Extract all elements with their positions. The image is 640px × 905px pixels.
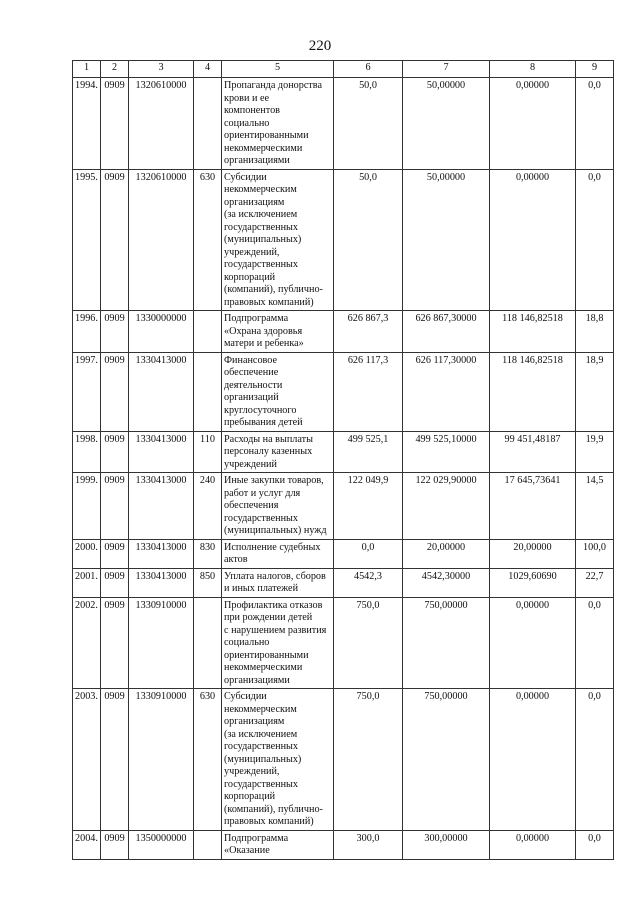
header-row (73, 61, 614, 78)
row-number: 1996. (73, 311, 101, 353)
planned-amount: 50,0 (334, 169, 403, 311)
column-header-7: 7 (403, 61, 490, 78)
refined-amount: 626 867,30000 (403, 311, 490, 353)
column-header-4: 4 (194, 61, 222, 78)
item-name: Подпрограмма «Охрана здоровья матери и ребенка» (222, 311, 334, 353)
refined-amount: 300,00000 (403, 830, 490, 859)
expense-type (194, 78, 222, 170)
expense-type: 630 (194, 689, 222, 831)
planned-amount: 750,0 (334, 597, 403, 689)
row-number: 2001. (73, 568, 101, 597)
section-code: 0909 (101, 597, 129, 689)
execution-percent: 0,0 (576, 830, 614, 859)
target-code: 1330910000 (129, 689, 194, 831)
executed-amount: 0,00000 (490, 78, 576, 170)
refined-amount: 4542,30000 (403, 568, 490, 597)
execution-percent: 22,7 (576, 568, 614, 597)
refined-amount: 20,00000 (403, 539, 490, 568)
target-code: 1330413000 (129, 431, 194, 473)
target-code: 1330000000 (129, 311, 194, 353)
executed-amount: 0,00000 (490, 830, 576, 859)
row-number: 1997. (73, 352, 101, 431)
table-body (73, 78, 614, 860)
table-row (73, 689, 614, 831)
planned-amount: 300,0 (334, 830, 403, 859)
item-name: Исполнение судебных актов (222, 539, 334, 568)
executed-amount: 0,00000 (490, 169, 576, 311)
planned-amount: 50,0 (334, 78, 403, 170)
section-code: 0909 (101, 689, 129, 831)
expense-type: 240 (194, 473, 222, 540)
row-number: 2004. (73, 830, 101, 859)
refined-amount: 50,00000 (403, 169, 490, 311)
table-row (73, 597, 614, 689)
section-code: 0909 (101, 539, 129, 568)
execution-percent: 18,8 (576, 311, 614, 353)
executed-amount: 99 451,48187 (490, 431, 576, 473)
table-row (73, 830, 614, 859)
refined-amount: 50,00000 (403, 78, 490, 170)
expense-type (194, 830, 222, 859)
target-code: 1330910000 (129, 597, 194, 689)
item-name: Субсидии некоммерческим организациям (за исключением государственных (муниципальных) учреждений, государственных корпораций (компаний), публично- правовых компаний) (222, 689, 334, 831)
item-name: Субсидии некоммерческим организациям (за исключением государственных (муниципальных) учреждений, государственных корпораций (компаний), публично- правовых компаний) (222, 169, 334, 311)
target-code: 1330413000 (129, 568, 194, 597)
target-code: 1330413000 (129, 539, 194, 568)
planned-amount: 626 867,3 (334, 311, 403, 353)
execution-percent: 14,5 (576, 473, 614, 540)
execution-percent: 0,0 (576, 78, 614, 170)
execution-percent: 0,0 (576, 597, 614, 689)
column-header-2: 2 (101, 61, 129, 78)
expense-type: 830 (194, 539, 222, 568)
page-number: 220 (308, 38, 332, 54)
item-name: Иные закупки товаров, работ и услуг для обеспечения государственных (муниципальных) нужд (222, 473, 334, 540)
row-number: 1999. (73, 473, 101, 540)
table-row (73, 352, 614, 431)
planned-amount: 750,0 (334, 689, 403, 831)
section-code: 0909 (101, 78, 129, 170)
executed-amount: 20,00000 (490, 539, 576, 568)
row-number: 1994. (73, 78, 101, 170)
refined-amount: 122 029,90000 (403, 473, 490, 540)
table-row (73, 431, 614, 473)
target-code: 1330413000 (129, 473, 194, 540)
row-number: 1998. (73, 431, 101, 473)
target-code: 1330413000 (129, 352, 194, 431)
expense-type: 110 (194, 431, 222, 473)
section-code: 0909 (101, 169, 129, 311)
column-header-5: 5 (222, 61, 334, 78)
planned-amount: 122 049,9 (334, 473, 403, 540)
expense-type (194, 597, 222, 689)
column-header-3: 3 (129, 61, 194, 78)
section-code: 0909 (101, 473, 129, 540)
refined-amount: 626 117,30000 (403, 352, 490, 431)
section-code: 0909 (101, 568, 129, 597)
refined-amount: 750,00000 (403, 689, 490, 831)
target-code: 1320610000 (129, 78, 194, 170)
expense-type (194, 352, 222, 431)
refined-amount: 750,00000 (403, 597, 490, 689)
item-name: Расходы на выплаты персоналу казенных учреждений (222, 431, 334, 473)
expense-type (194, 311, 222, 353)
budget-table (72, 60, 614, 860)
item-name: Профилактика отказов при рождении детей с нарушением развития социально ориентированными некоммерческими организациями (222, 597, 334, 689)
row-number: 1995. (73, 169, 101, 311)
row-number: 2003. (73, 689, 101, 831)
expense-type: 850 (194, 568, 222, 597)
column-header-8: 8 (490, 61, 576, 78)
target-code: 1320610000 (129, 169, 194, 311)
execution-percent: 0,0 (576, 169, 614, 311)
executed-amount: 17 645,73641 (490, 473, 576, 540)
item-name: Финансовое обеспечение деятельности организаций круглосуточного пребывания детей (222, 352, 334, 431)
column-header-9: 9 (576, 61, 614, 78)
table-row (73, 568, 614, 597)
table-row (73, 169, 614, 311)
planned-amount: 626 117,3 (334, 352, 403, 431)
table-row (73, 539, 614, 568)
row-number: 2002. (73, 597, 101, 689)
executed-amount: 1029,60690 (490, 568, 576, 597)
refined-amount: 499 525,10000 (403, 431, 490, 473)
row-number: 2000. (73, 539, 101, 568)
column-header-6: 6 (334, 61, 403, 78)
column-header-1: 1 (73, 61, 101, 78)
table-row (73, 78, 614, 170)
planned-amount: 0,0 (334, 539, 403, 568)
item-name: Уплата налогов, сборов и иных платежей (222, 568, 334, 597)
executed-amount: 118 146,82518 (490, 352, 576, 431)
execution-percent: 18,9 (576, 352, 614, 431)
planned-amount: 4542,3 (334, 568, 403, 597)
planned-amount: 499 525,1 (334, 431, 403, 473)
target-code: 1350000000 (129, 830, 194, 859)
executed-amount: 0,00000 (490, 689, 576, 831)
executed-amount: 0,00000 (490, 597, 576, 689)
section-code: 0909 (101, 311, 129, 353)
section-code: 0909 (101, 352, 129, 431)
executed-amount: 118 146,82518 (490, 311, 576, 353)
item-name: Пропаганда донорства крови и ее компонентов социально ориентированными некоммерческими организациями (222, 78, 334, 170)
execution-percent: 19,9 (576, 431, 614, 473)
section-code: 0909 (101, 431, 129, 473)
section-code: 0909 (101, 830, 129, 859)
execution-percent: 0,0 (576, 689, 614, 831)
item-name: Подпрограмма «Оказание (222, 830, 334, 859)
expense-type: 630 (194, 169, 222, 311)
table-row (73, 473, 614, 540)
table-row (73, 311, 614, 353)
execution-percent: 100,0 (576, 539, 614, 568)
